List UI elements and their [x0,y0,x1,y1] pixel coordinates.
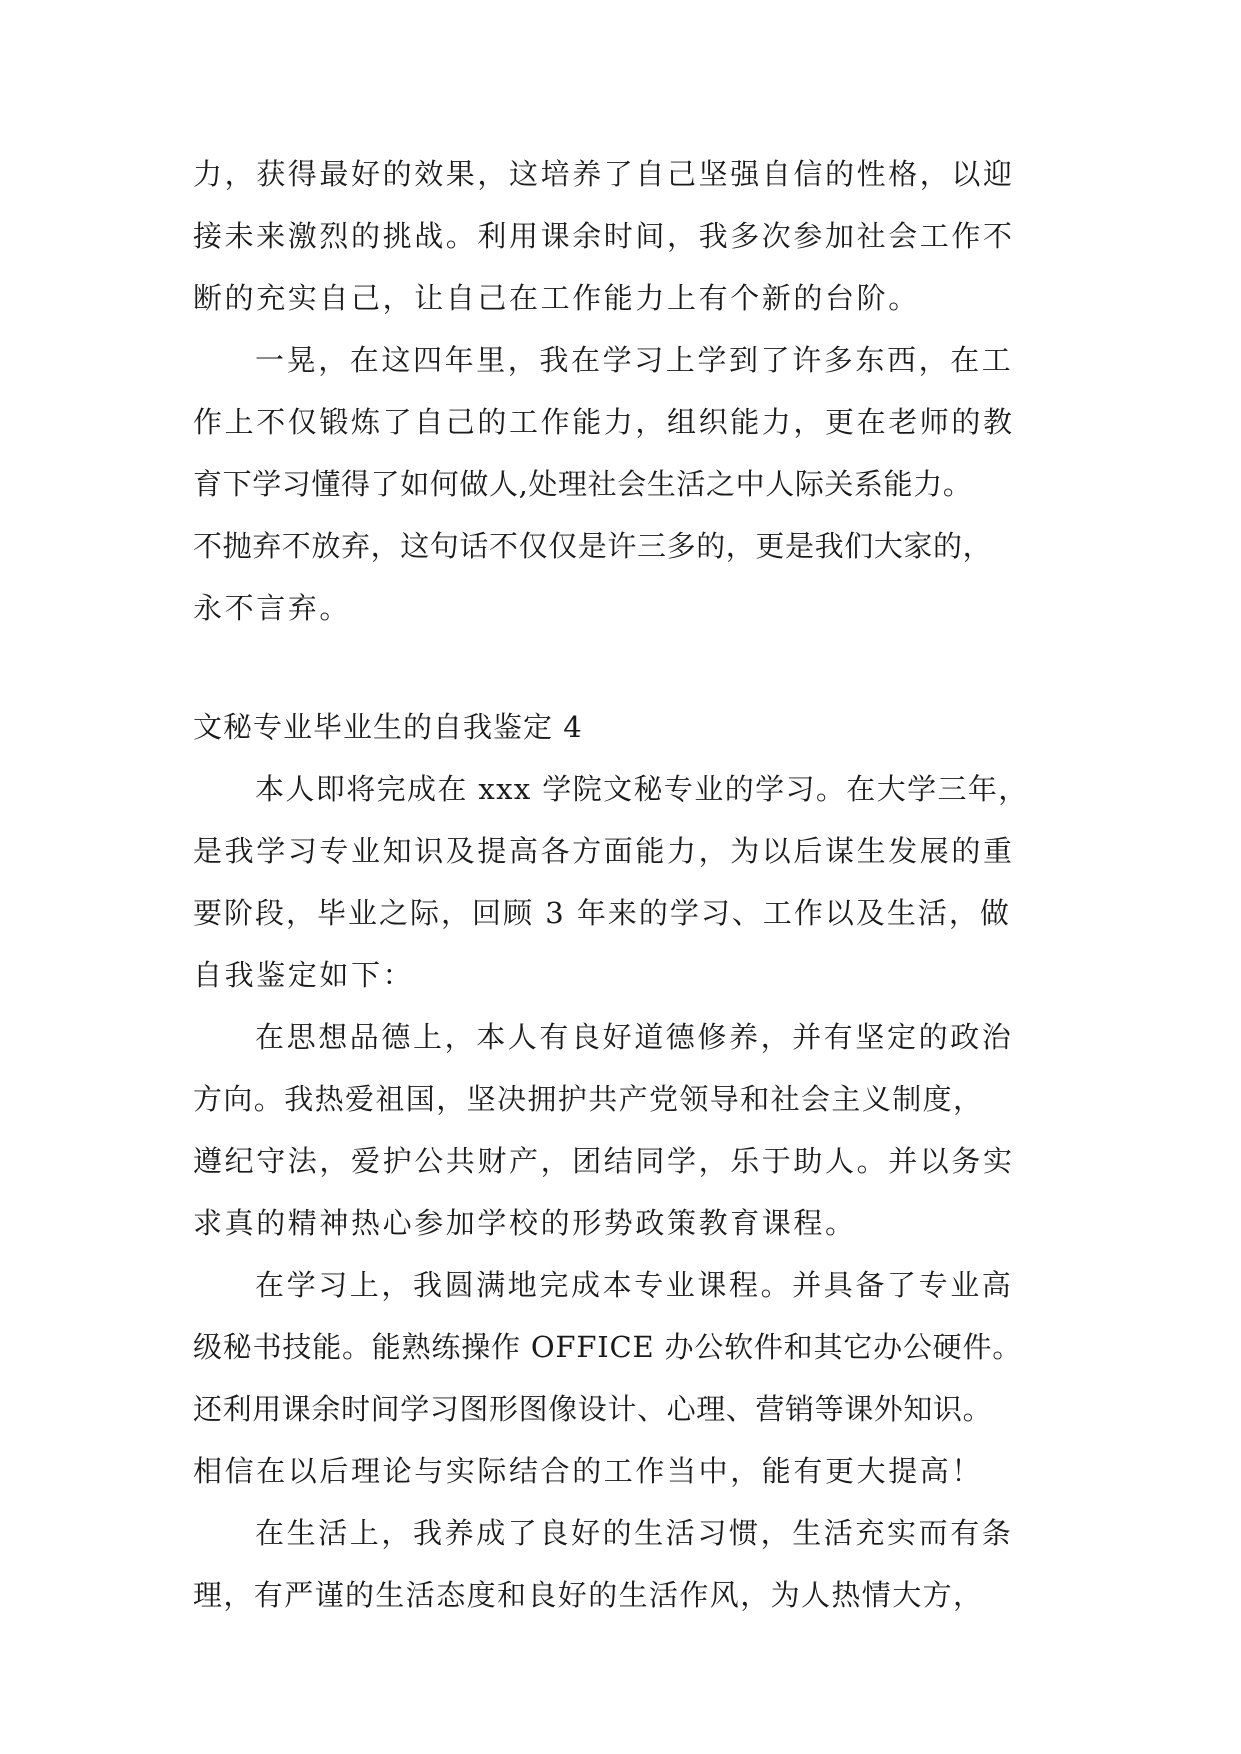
text-line: 在学习上，我圆满地完成本专业课程。并具备了专业高 [255,1268,1014,1302]
text-line: 在思想品德上，本人有良好道德修养，并有坚定的政治 [255,1020,1014,1054]
paragraph-study [193,1268,1061,1489]
text-line: 理，有严谨的生活态度和良好的生活作风，为人热情大方， [193,1578,984,1612]
document-body [193,157,1061,1640]
text-line: 级秘书技能。能熟练操作 OFFICE 办公软件和其它办公硬件。 [193,1330,1023,1364]
text-line: 是我学习专业知识及提高各方面能力，为以后谋生发展的重 [193,834,1015,868]
text-line: 永不言弃。 [193,591,352,625]
text-line: 力，获得最好的效果，这培养了自己坚强自信的性格，以迎 [193,157,1015,191]
text-line: 本人即将完成在 xxx 学院文秘专业的学习。在大学三年， [255,772,1029,806]
text-line: 遵纪守法，爱护公共财产，团结同学，乐于助人。并以务实 [193,1144,1015,1178]
text-line: 自我鉴定如下： [193,958,415,992]
paragraph-life [193,1516,1061,1613]
text-line: 方向。我热爱祖国，坚决拥护共产党领导和社会主义制度， [193,1082,984,1116]
text-line: 不抛弃不放弃，这句话不仅仅是许三多的，更是我们大家的， [193,529,993,563]
text-line: 在生活上，我养成了良好的生活习惯，生活充实而有条 [255,1516,1014,1550]
text-line: 要阶段，毕业之际，回顾 3 年来的学习、工作以及生活，做 [193,896,1011,930]
text-line: 育下学习懂得了如何做人,处理社会生活之中人际关系能力。 [193,467,973,501]
text-line: 接未来激烈的挑战。利用课余时间，我多次参加社会工作不 [193,219,1015,253]
section-heading: 文秘专业毕业生的自我鉴定 4 [193,710,583,744]
text-line: 还利用课余时间学习图形图像设计、心理、营销等课外知识。 [193,1392,993,1426]
section-spacer [193,653,1061,710]
text-line: 一晃，在这四年里，我在学习上学到了许多东西，在工 [255,343,1014,377]
paragraph-ideology [193,1020,1061,1241]
paragraph-summary [193,343,1061,626]
text-line: 相信在以后理论与实际结合的工作当中，能有更大提高！ [193,1454,984,1488]
text-line: 作上不仅锻炼了自己的工作能力，组织能力，更在老师的教 [193,405,1015,439]
text-line: 断的充实自己，让自己在工作能力上有个新的台阶。 [193,281,920,315]
paragraph-continued [193,157,1061,316]
text-line: 求真的精神热心参加学校的形势政策教育课程。 [193,1206,857,1240]
paragraph-intro [193,772,1061,993]
